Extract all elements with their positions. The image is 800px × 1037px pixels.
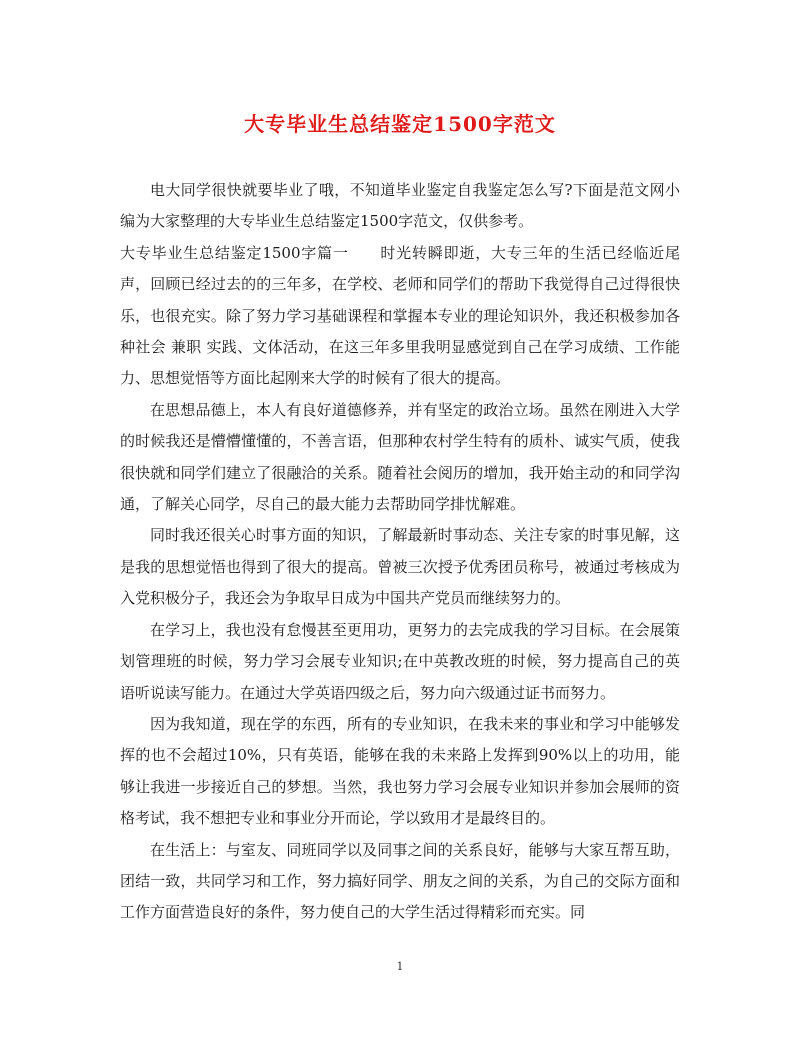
paragraph-intro: 电大同学很快就要毕业了哦，不知道毕业鉴定自我鉴定怎么写?下面是范文网小编为大家整理的大专毕业生总结鉴定1500字范文，仅供参考。 (120, 181, 680, 231)
page-number: 1 (396, 960, 404, 973)
paragraph-current-affairs: 同时我还很关心时事方面的知识，了解最新时事动态、关注专家的时事见解，这是我的思想觉悟也得到了很大的提高。曾被三次授予优秀团员称号，被通过考核成为入党积极分子，我还会为争取早日成为中国共产党员而继续努力的。 (120, 526, 680, 608)
paragraph-essay-opening: 大专毕业生总结鉴定1500字篇一 时光转瞬即逝，大专三年的生活已经临近尾声，回顾已经过去的的三年多，在学校、老师和同学们的帮助下我觉得自己过得很快乐，也很充实。除了努力学习基础课程和掌握本专业的理论知识外，我还积极参加各种社会 兼职 实践、文体活动，在这三年多里我明显感觉到自己在学习成绩、工作能力、思想觉悟等方面比起刚来大学的时候有了很大的提高。 (120, 243, 680, 388)
document-body (120, 175, 680, 929)
paragraph-study: 在学习上，我也没有怠慢甚至更用功，更努力的去完成我的学习目标。在会展策划管理班的时候，努力学习会展专业知识;在中英教改班的时候，努力提高自己的英语听说读写能力。在通过大学英语四级之后，努力向六级通过证书而努力。 (120, 620, 680, 702)
paragraph-english: 因为我知道，现在学的东西，所有的专业知识，在我未来的事业和学习中能够发挥的也不会超过10%，只有英语，能够在我的未来路上发挥到90%以上的功用，能够让我进一步接近自己的梦想。当然，我也努力学习会展专业知识并参加会展师的资格考试，我不想把专业和事业分开而论，学以致用才是最终目的。 (120, 714, 680, 828)
document-title: 大专毕业生总结鉴定1500字范文 (244, 112, 556, 136)
paragraph-life: 在生活上：与室友、同班同学以及同事之间的关系良好，能够与大家互帮互助，团结一致，共同学习和工作，努力搞好同学、朋友之间的关系，为自己的交际方面和工作方面营造良好的条件，努力使自己的大学生活过得精彩而充实。同 (120, 840, 680, 922)
paragraph-morality: 在思想品德上，本人有良好道德修养，并有坚定的政治立场。虽然在刚进入大学的时候我还是懵懵懂懂的，不善言语，但那种农村学生特有的质朴、诚实气质，使我很快就和同学们建立了很融洽的关系。随着社会阅历的增加，我开始主动的和同学沟通，了解关心同学，尽自己的最大能力去帮助同学排忧解难。 (120, 400, 680, 514)
